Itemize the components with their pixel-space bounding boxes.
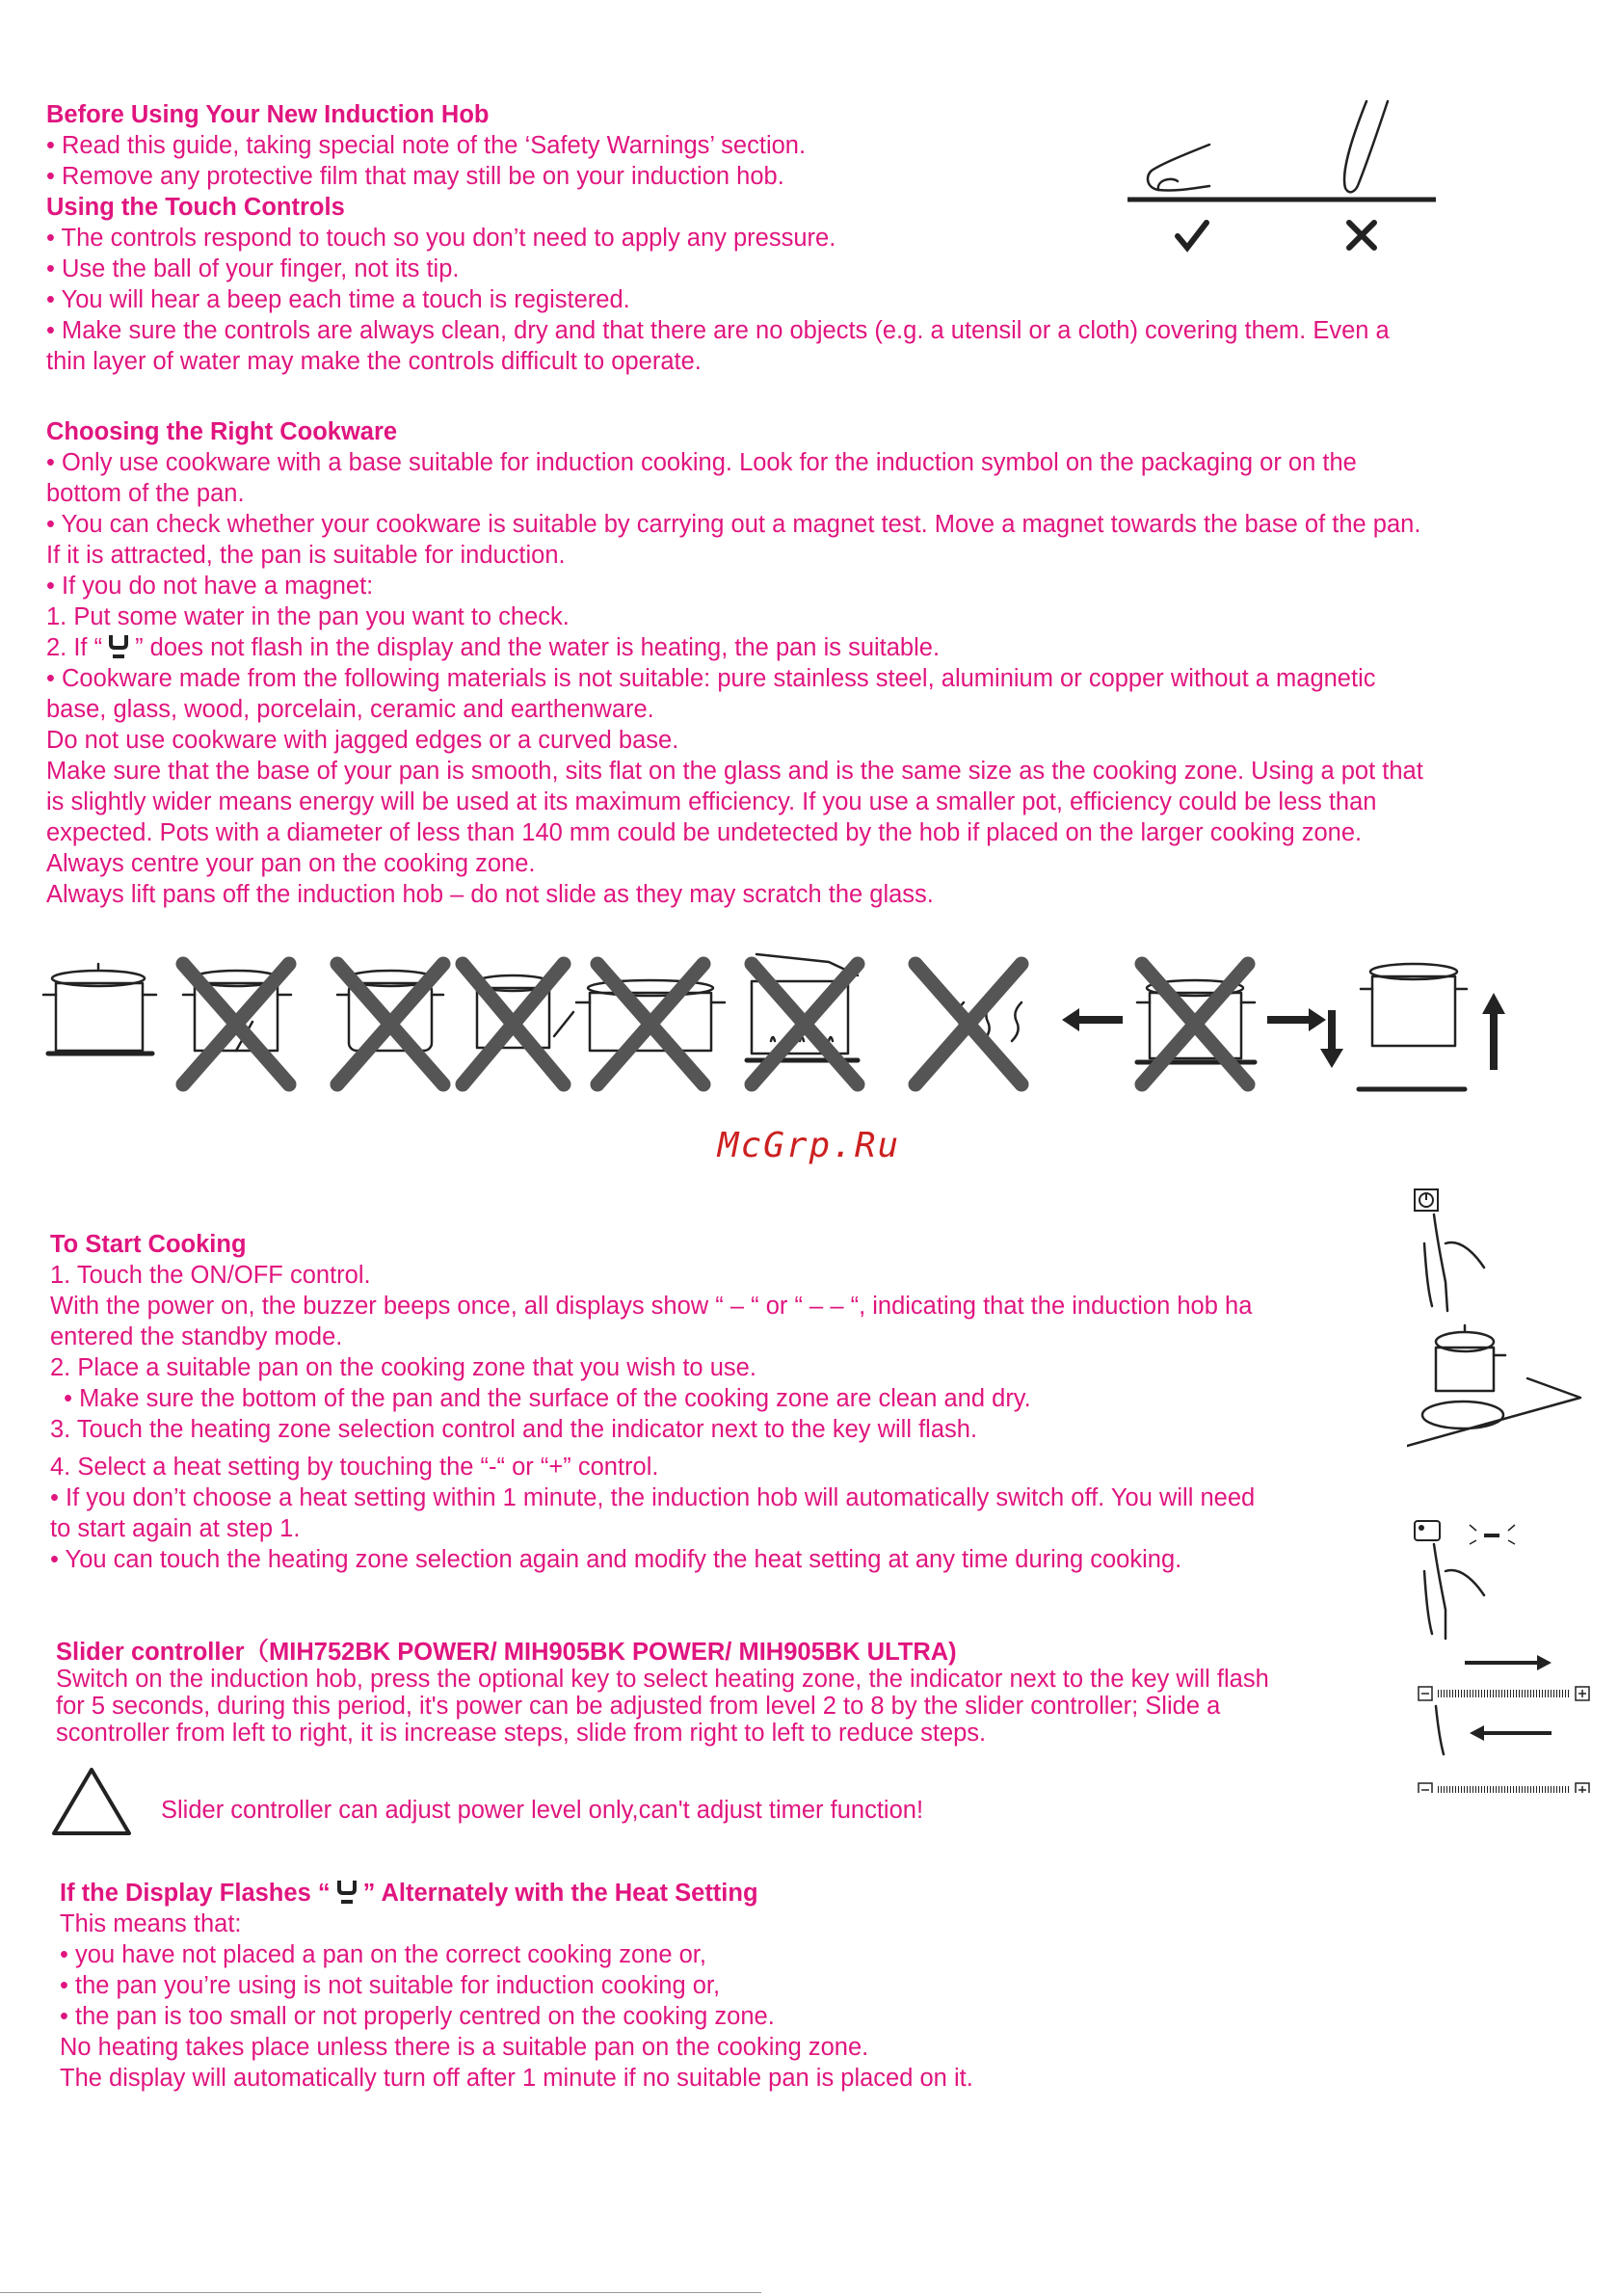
text-line: bottom of the pan. — [46, 480, 245, 507]
list-item: • Remove any protective film that may still be on your induction hob. — [46, 163, 784, 190]
text-line: Switch on the induction hob, press the optional key to select heating zone, the indicator next to the key will flash — [56, 1666, 1269, 1693]
list-item: • Make sure the controls are always clean, dry and that there are no objects (e.g. a utensil or a cloth) covering them. Even a — [46, 317, 1390, 344]
pot-sliding-icon — [1137, 964, 1255, 1084]
pan-detect-symbol-icon — [102, 632, 135, 659]
text-line: scontroller from left to right, it is increase steps, slide from right to left to reduce steps. — [56, 1720, 987, 1747]
text-line — [46, 632, 1423, 663]
list-item: thin layer of water may make the controls difficult to operate. — [46, 348, 702, 375]
text-line: • Make sure the bottom of the pan and the surface of the cooking zone are clean and dry. — [50, 1385, 1031, 1412]
text-line: • You can touch the heating zone selection again and modify the heat setting at any time during cooking. — [50, 1546, 1182, 1573]
text-line: 3. Touch the heating zone selection control and the indicator next to the key will flash. — [50, 1416, 978, 1443]
heading-start-cooking: To Start Cooking — [50, 1231, 247, 1258]
step2-pre: 2. If “ — [46, 634, 103, 661]
section-start-cooking — [50, 1229, 1255, 1575]
cookware-illustration-strip — [39, 945, 1542, 1104]
heading-post: ” Alternately with the Heat Setting — [362, 1880, 758, 1907]
text-line: • You can check whether your cookware is suitable by carrying out a magnet test. Move a magnet towards the base of the pan. — [46, 511, 1421, 538]
section-slider — [56, 1639, 1269, 1747]
heat-waves-icon — [915, 964, 1021, 1084]
text-line: Do not use cookware with jagged edges or a curved base. — [46, 727, 679, 754]
pan-detect-symbol-icon — [331, 1878, 363, 1905]
heading-pre: If the Display Flashes “ — [60, 1880, 331, 1907]
text-line: • If you don’t choose a heat setting within 1 minute, the induction hob will automatically switch off. You will need — [50, 1484, 1256, 1511]
text-line: • Cookware made from the following materials is not suitable: pure stainless steel, aluminium or copper without a magnetic — [46, 665, 1376, 692]
text-line: 1. Touch the ON/OFF control. — [50, 1262, 371, 1289]
step2-post: ” does not flash in the display and the water is heating, the pan is suitable. — [135, 634, 941, 661]
text-line: • Only use cookware with a base suitable for induction cooking. Look for the induction symbol on the packaging or on the — [46, 449, 1357, 476]
text-line: expected. Pots with a diameter of less than 140 mm could be undetected by the hob if placed on the larger cooking zone. — [46, 819, 1363, 846]
bottom-rule — [0, 2292, 761, 2293]
heading-before-using: Before Using Your New Induction Hob — [46, 101, 490, 128]
text-line: Make sure that the base of your pan is smooth, sits flat on the glass and is the same size as the cooking zone. Using a pot that — [46, 758, 1423, 785]
warning-text: Slider controller can adjust power level only,can't adjust timer function! — [161, 1797, 924, 1824]
text-line: Always centre your pan on the cooking zone. — [46, 850, 536, 877]
text-line: The display will automatically turn off after 1 minute if no suitable pan is placed on it. — [60, 2065, 973, 2092]
pot-boiling-over-icon — [747, 954, 858, 1084]
finger-touch-illustration — [1118, 92, 1446, 265]
list-item: • Use the ball of your finger, not its tip. — [46, 255, 460, 282]
pot-curved-base-icon — [337, 964, 443, 1084]
text-line: entered the standby mode. — [50, 1323, 343, 1350]
finger-tip-icon — [1296, 101, 1436, 200]
pot-small-handle-icon — [463, 964, 573, 1084]
slider-warning — [161, 1795, 923, 1826]
text-line: to start again at step 1. — [50, 1515, 301, 1542]
text-line: This means that: — [60, 1910, 242, 1937]
text-line: • the pan you’re using is not suitable for induction cooking or, — [60, 1972, 721, 1999]
check-icon — [1178, 223, 1207, 248]
text-line: • you have not placed a pan on the correct cooking zone or, — [60, 1941, 706, 1968]
text-line: for 5 seconds, during this period, it's power can be adjusted from level 2 to 8 by the slider controller; Slide a — [56, 1693, 1221, 1720]
power-icon — [1415, 1189, 1438, 1211]
text-line: is slightly wider means energy will be used at its maximum efficiency. If you use a smaller pot, efficiency could be less than — [46, 788, 1377, 815]
list-item: • The controls respond to touch so you don’t need to apply any pressure. — [46, 225, 836, 252]
text-line: No heating takes place unless there is a suitable pan on the cooking zone. — [60, 2034, 869, 2061]
section-cookware — [46, 416, 1423, 910]
heading-display-flashes — [60, 1878, 973, 1909]
text-line: With the power on, the buzzer beeps once, all displays show “ – “ or “ – – “, indicating that the induction hob ha — [50, 1293, 1253, 1320]
pot-lifted-icon — [1359, 964, 1467, 1089]
arrow-up-icon — [1482, 993, 1505, 1070]
slider-icon — [1419, 1655, 1589, 1793]
pot-correct-icon — [43, 964, 156, 1054]
watermark: McGrp.Ru — [717, 1126, 901, 1165]
zone-select-icon — [1415, 1521, 1515, 1544]
text-line: • the pan is too small or not properly centred on the cooking zone. — [60, 2003, 775, 2030]
text-line: 1. Put some water in the pan you want to check. — [46, 603, 570, 630]
list-item: • Read this guide, taking special note of the ‘Safety Warnings’ section. — [46, 132, 807, 159]
pot-on-hob-icon — [1407, 1325, 1580, 1446]
list-item: • You will hear a beep each time a touch is registered. — [46, 286, 630, 313]
heading-cookware: Choosing the Right Cookware — [46, 418, 398, 445]
heading-slider: Slider controller（MIH752BK POWER/ MIH905BK POWER/ MIH905BK ULTRA) — [56, 1639, 957, 1666]
text-line: 2. Place a suitable pan on the cooking zone that you wish to use. — [50, 1354, 756, 1381]
cross-icon — [1349, 223, 1374, 248]
heading-touch-controls: Using the Touch Controls — [46, 194, 345, 221]
text-line: base, glass, wood, porcelain, ceramic and earthenware. — [46, 696, 654, 723]
finger-ball-icon — [1127, 145, 1311, 200]
arrow-right-icon — [1267, 1008, 1326, 1031]
start-cooking-illustrations — [1407, 1186, 1600, 1793]
text-line: 4. Select a heat setting by touching the “-“ or “+” control. — [50, 1454, 659, 1481]
warning-triangle-icon — [48, 1764, 135, 1839]
pot-wide-icon — [576, 964, 725, 1084]
text-line: • If you do not have a magnet: — [46, 573, 374, 600]
pot-jagged-icon — [183, 964, 291, 1084]
text-line: If it is attracted, the pan is suitable for induction. — [46, 542, 566, 569]
text-line: Always lift pans off the induction hob – do not slide as they may scratch the glass. — [46, 881, 934, 908]
arrow-left-icon — [1062, 1008, 1123, 1031]
section-display-flashes — [60, 1878, 973, 2094]
